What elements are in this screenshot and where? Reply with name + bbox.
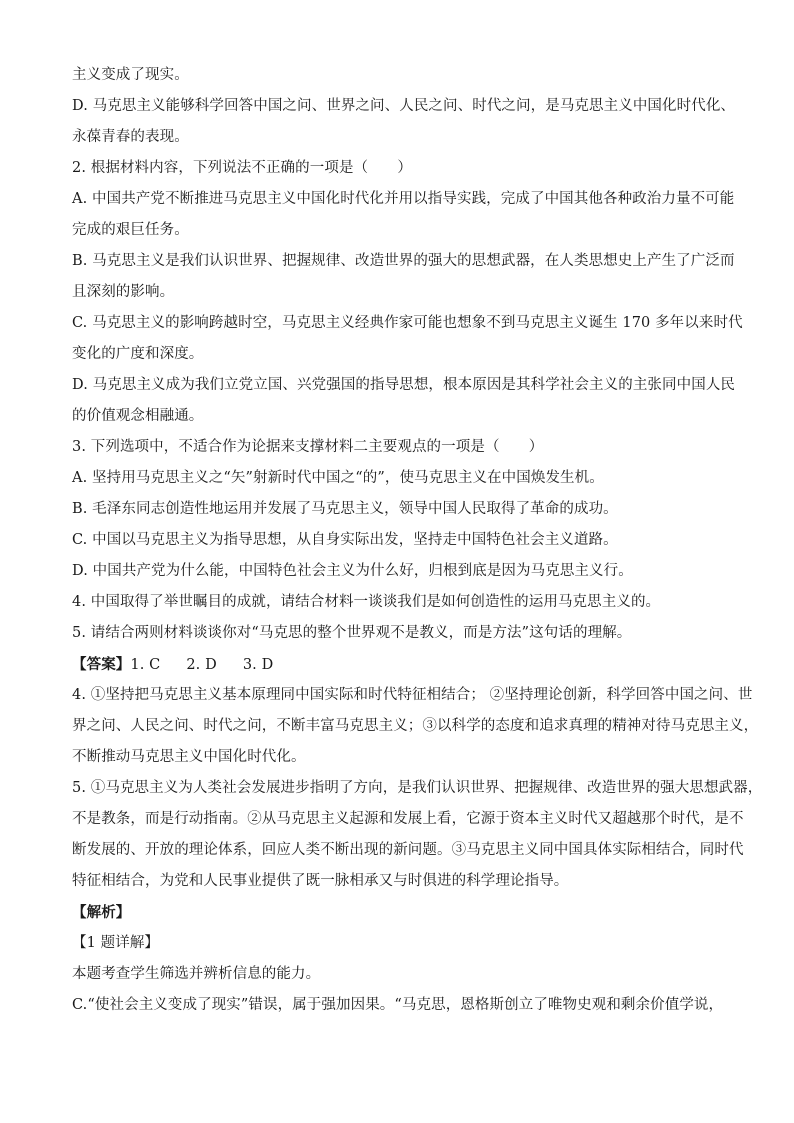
text-line: 的价值观念相融通。 xyxy=(72,408,204,424)
option-c-q2: C. 马克思主义的影响跨越时空，马克思主义经典作家可能也想象不到马克思主义诞生 170 多年以来时代 xyxy=(72,315,743,331)
option-c-q3: C. 中国以马克思主义为指导思想，从自身实际出发，坚持走中国特色社会主义道路。 xyxy=(72,532,618,548)
answer-item: 1. C xyxy=(130,657,161,673)
question-3: 3. 下列选项中，不适合作为论据来支撑材料二主要观点的一项是（ ） xyxy=(72,439,544,455)
text-line: 变化的广度和深度。 xyxy=(72,346,204,362)
answer-5-line: 特征相结合，为党和人民事业提供了既一脉相承又与时俱进的科学理论指导。 xyxy=(72,873,569,889)
question-4: 4. 中国取得了举世瞩目的成就，请结合材料一谈谈我们是如何创造性的运用马克思主义的。 xyxy=(72,594,661,610)
text-line: 且深刻的影响。 xyxy=(72,284,175,300)
analysis-subtag: 【1 题详解】 xyxy=(72,935,160,951)
answer-5-line: 断发展的、开放的理论体系，回应人类不断出现的新问题。③马克思主义同中国具体实际相结合，同时代 xyxy=(72,842,744,858)
answer-tag: 【答案】 xyxy=(72,656,131,673)
answer-5-line: 不是教条，而是行动指南。②从马克思主义起源和发展上看，它源于资本主义时代又超越那个时代，是不 xyxy=(72,811,744,827)
text-line: 完成的艰巨任务。 xyxy=(72,222,189,238)
answer-row xyxy=(72,649,732,680)
option-b-q2: B. 马克思主义是我们认识世界、把握规律、改造世界的强大的思想武器，在人类思想史上产生了广泛而 xyxy=(72,253,735,269)
option-d-q1: D. 马克思主义能够科学回答中国之问、世界之问、人民之问、时代之问，是马克思主义中国化时代化、 xyxy=(72,98,736,114)
analysis-line: C.“使社会主义变成了现实”错误，属于强加因果。“马克思，恩格斯创立了唯物史观和剩余价值学说， xyxy=(72,997,724,1013)
document-page xyxy=(72,60,763,1021)
question-2: 2. 根据材料内容，下列说法不正确的一项是（ ） xyxy=(72,160,412,176)
option-a-q2: A. 中国共产党不断推进马克思主义中国化时代化并用以指导实践，完成了中国其他各种政治力量不可能 xyxy=(72,191,735,207)
answer-4-line: 界之问、人民之问、时代之问，不断丰富马克思主义；③以科学的态度和追求真理的精神对待马克思主义， xyxy=(72,718,759,734)
answer-item: 2. D xyxy=(186,657,217,673)
answer-5-line: 5. ①马克思主义为人类社会发展进步指明了方向，是我们认识世界、把握规律、改造世界的强大思想武器， xyxy=(72,780,763,796)
option-d-q3: D. 中国共产党为什么能，中国特色社会主义为什么好，归根到底是因为马克思主义行。 xyxy=(72,563,633,579)
answer-4-line: 4. ①坚持把马克思主义基本原理同中国实际和时代特征相结合； ②坚持理论创新，科学回答中国之问、世 xyxy=(72,687,753,703)
analysis-line: 本题考查学生筛选并辨析信息的能力。 xyxy=(72,966,321,982)
answer-item: 3. D xyxy=(242,657,274,673)
question-5: 5. 请结合两则材料谈谈你对“马克思的整个世界观不是教义，而是方法”这句话的理解。 xyxy=(72,625,632,641)
option-a-q3: A. 坚持用马克思主义之“矢”射新时代中国之“的”，使马克思主义在中国焕发生机。 xyxy=(72,470,604,486)
option-b-q3: B. 毛泽东同志创造性地运用并发展了马克思主义，领导中国人民取得了革命的成功。 xyxy=(72,501,618,517)
text-line: 永葆青春的表现。 xyxy=(72,129,189,145)
analysis-tag: 【解析】 xyxy=(72,904,131,921)
option-d-q2: D. 马克思主义成为我们立党立国、兴党强国的指导思想，根本原因是其科学社会主义的主张同中国人民 xyxy=(72,377,736,393)
text-line: 主义变成了现实。 xyxy=(72,67,189,83)
answer-4-line: 不断推动马克思主义中国化时代化。 xyxy=(72,749,306,765)
